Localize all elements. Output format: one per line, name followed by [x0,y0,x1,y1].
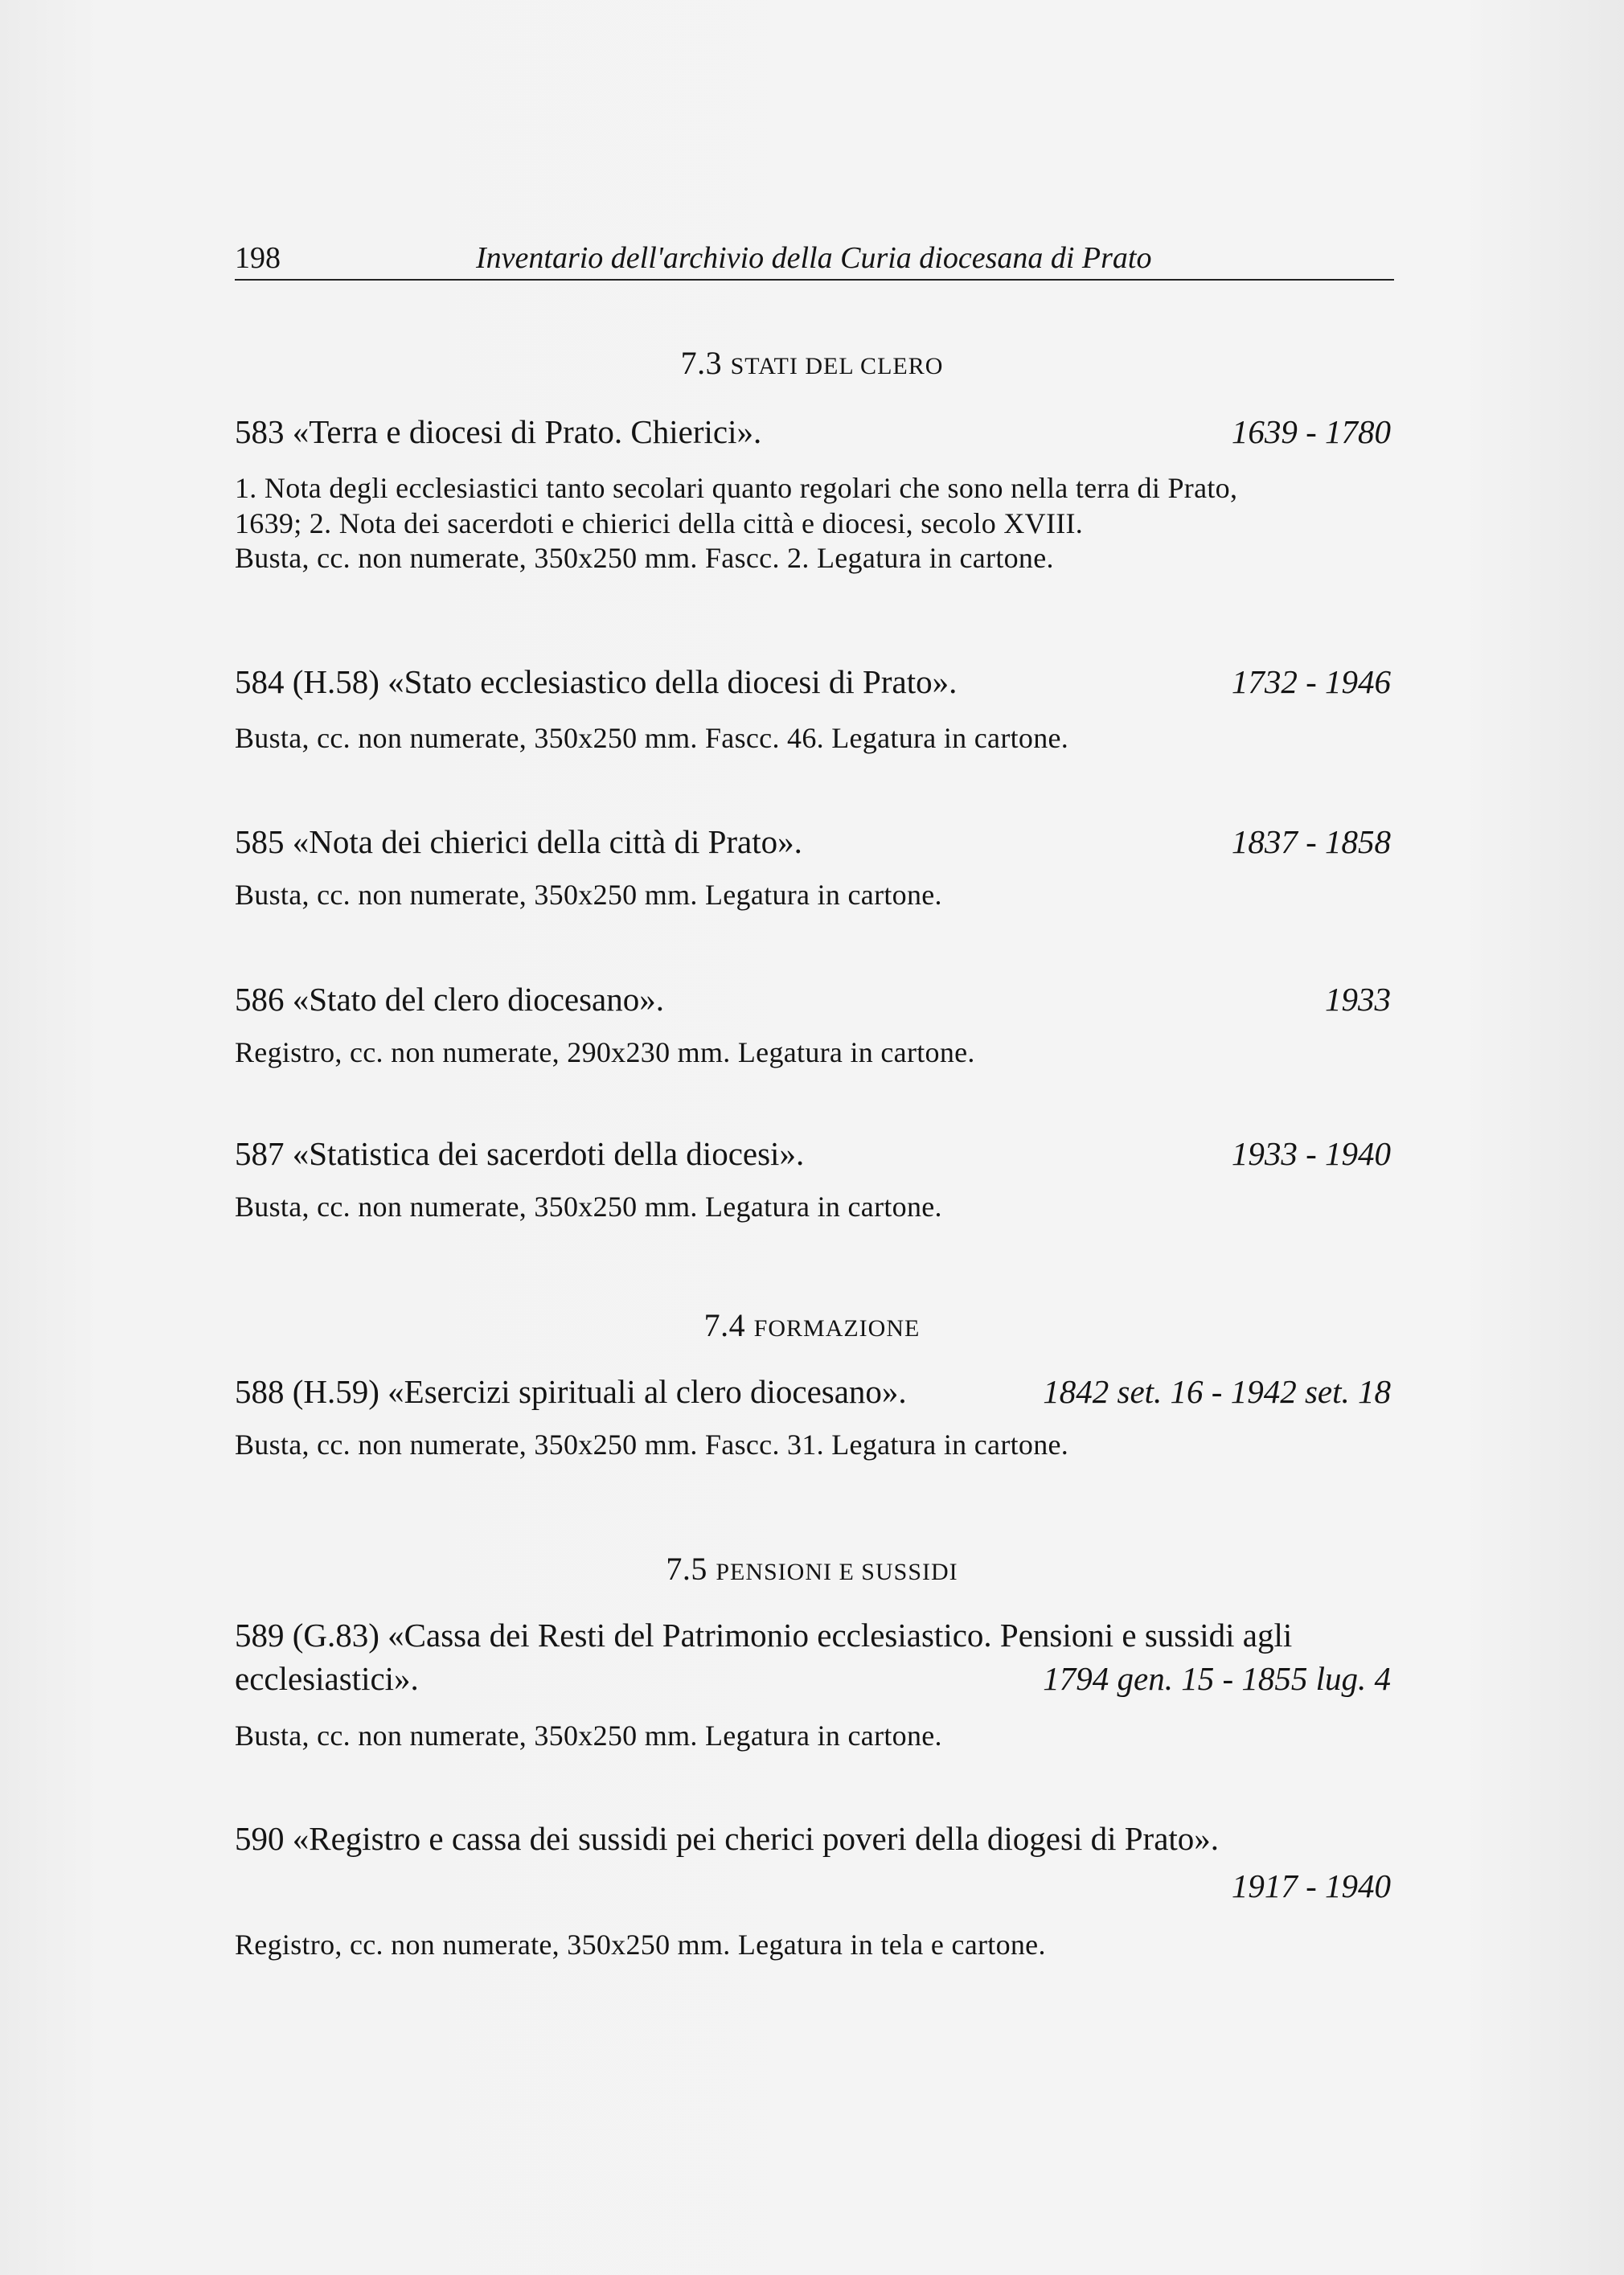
entry-description: Registro, cc. non numerate, 350x250 mm. Legatura in tela e cartone. [235,1929,1046,1961]
entry-title: 586 «Stato del clero diocesano». [235,981,665,1018]
section-title: STATI DEL CLERO [730,353,944,379]
entry-date: 1842 set. 16 - 1942 set. 18 [1043,1373,1391,1410]
section-heading [0,1306,1624,1344]
section-number: 7.3 [680,345,723,381]
section-title: PENSIONI E SUSSIDI [716,1559,958,1585]
entry-description: 1. Nota degli ecclesiastici tanto secolari quanto regolari che sono nella terra di Prato, [235,472,1238,504]
section-number: 7.4 [703,1307,746,1343]
entry-title: 588 (H.59) «Esercizi spirituali al clero diocesano». [235,1373,907,1410]
running-title: Inventario dell'archivio della Curia diocesana di Prato [476,241,1152,275]
entry-description: Busta, cc. non numerate, 350x250 mm. Legatura in cartone. [235,879,942,911]
entry-date: 1933 - 1940 [1231,1135,1391,1172]
entry-description: Busta, cc. non numerate, 350x250 mm. Fascc. 46. Legatura in cartone. [235,722,1069,754]
entry-title: 587 «Statistica dei sacerdoti della diocesi». [235,1135,805,1172]
section-title: FORMAZIONE [753,1315,921,1342]
page-number: 198 [235,241,281,275]
entry-description: Busta, cc. non numerate, 350x250 mm. Legatura in cartone. [235,1191,942,1223]
entry-title: 590 «Registro e cassa dei sussidi pei cherici poveri della diogesi di Prato». [235,1820,1220,1857]
entry-date: 1837 - 1858 [1231,823,1391,860]
entry-title-cont: ecclesiastici». [235,1660,419,1697]
entry-date: 1933 [1325,981,1391,1018]
entry-description: Registro, cc. non numerate, 290x230 mm. Legatura in cartone. [235,1036,975,1068]
entry-date: 1917 - 1940 [1231,1867,1391,1904]
entry-title: 585 «Nota dei chierici della città di Prato». [235,823,802,860]
entry-date: 1732 - 1946 [1231,663,1391,700]
entry-description: Busta, cc. non numerate, 350x250 mm. Legatura in cartone. [235,1720,942,1752]
entry-date: 1639 - 1780 [1231,413,1391,450]
entry-title: 584 (H.58) «Stato ecclesiastico della diocesi di Prato». [235,663,958,700]
entry-description: Busta, cc. non numerate, 350x250 mm. Fascc. 31. Legatura in cartone. [235,1429,1069,1461]
entry-description: Busta, cc. non numerate, 350x250 mm. Fascc. 2. Legatura in cartone. [235,542,1054,574]
entry-title: 583 «Terra e diocesi di Prato. Chierici». [235,413,762,450]
section-heading [0,1550,1624,1588]
entry-date: 1794 gen. 15 - 1855 lug. 4 [1043,1660,1391,1697]
section-heading [0,344,1624,382]
section-number: 7.5 [666,1551,707,1587]
entry-title: 589 (G.83) «Cassa dei Resti del Patrimonio ecclesiastico. Pensioni e sussidi agli [235,1617,1293,1654]
running-header [235,237,1394,281]
entry-description: 1639; 2. Nota dei sacerdoti e chierici della città e diocesi, secolo XVIII. [235,507,1084,539]
